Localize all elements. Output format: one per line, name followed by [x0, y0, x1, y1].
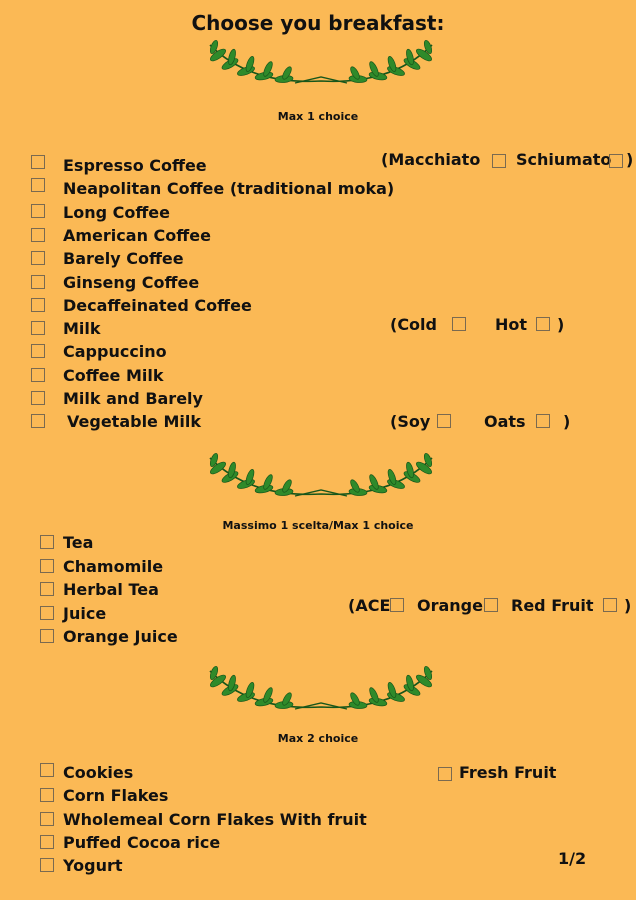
- item-label: Neapolitan Coffee (traditional moka): [63, 179, 395, 199]
- item-checkbox[interactable]: [31, 414, 45, 428]
- espresso-option-schiumato-label: Schiumato: [516, 150, 612, 169]
- food-section-note: Max 2 choice: [277, 732, 359, 745]
- item-checkbox[interactable]: [31, 321, 45, 335]
- coffee-section-note: Max 1 choice: [277, 110, 359, 123]
- page-number: 1/2: [558, 849, 587, 868]
- milk-option-hot-checkbox[interactable]: [536, 317, 550, 331]
- item-checkbox[interactable]: [31, 391, 45, 405]
- juice-option-orange-label: Orange: [417, 596, 483, 615]
- item-label: Yogurt: [63, 856, 123, 876]
- item-label: Espresso Coffee: [63, 156, 207, 175]
- juice-option-red-fruit-label: Red Fruit: [511, 596, 594, 615]
- item-checkbox[interactable]: [40, 559, 54, 573]
- item-checkbox[interactable]: [40, 812, 54, 826]
- item-label: Barely Coffee: [63, 249, 184, 269]
- item-checkbox[interactable]: [31, 204, 45, 218]
- item-label: Tea: [63, 533, 94, 552]
- item-checkbox[interactable]: [31, 275, 45, 289]
- fresh-fruit-label: Fresh Fruit: [459, 763, 557, 782]
- espresso-option-close: ): [626, 150, 634, 169]
- milk-option-close: ): [557, 315, 565, 334]
- item-label: Ginseng Coffee: [63, 272, 200, 292]
- item-checkbox[interactable]: [31, 155, 45, 169]
- item-label: Coffee Milk: [63, 365, 164, 385]
- item-checkbox[interactable]: [31, 298, 45, 312]
- item-label: Milk: [63, 319, 101, 339]
- vegetable-option-oats-label: Oats: [484, 412, 526, 431]
- item-checkbox[interactable]: [31, 251, 45, 265]
- laurel-divider-icon: [190, 37, 452, 87]
- item-checkbox[interactable]: [40, 788, 54, 802]
- milk-option-hot-label: Hot: [495, 315, 528, 334]
- item-label: American Coffee: [63, 225, 211, 245]
- laurel-divider-icon: [190, 663, 452, 713]
- item-checkbox[interactable]: [31, 228, 45, 242]
- juice-option-ace-label: (ACE: [348, 596, 391, 615]
- item-label: Decaffeinated Coffee: [63, 295, 252, 315]
- item-label: Herbal Tea: [63, 580, 159, 599]
- milk-option-cold-checkbox[interactable]: [452, 317, 466, 331]
- item-checkbox[interactable]: [31, 368, 45, 382]
- item-checkbox[interactable]: [40, 606, 54, 620]
- laurel-divider-icon: [190, 450, 452, 500]
- page-title: Choose you breakfast:: [191, 11, 445, 35]
- vegetable-option-close: ): [563, 412, 571, 431]
- item-checkbox[interactable]: [40, 835, 54, 849]
- juice-option-orange-checkbox[interactable]: [484, 598, 498, 612]
- item-label: Wholemeal Corn Flakes With fruit: [63, 809, 367, 829]
- item-checkbox[interactable]: [40, 858, 54, 872]
- espresso-option-macchiato-checkbox[interactable]: [492, 154, 506, 168]
- fresh-fruit-checkbox[interactable]: [438, 767, 452, 781]
- espresso-option-macchiato-label: (Macchiato: [381, 150, 481, 169]
- milk-option-cold-label: (Cold: [390, 315, 437, 334]
- espresso-option-schiumato-checkbox[interactable]: [609, 154, 623, 168]
- tea-section-note: Massimo 1 scelta/Max 1 choice: [222, 519, 414, 532]
- juice-option-close: ): [624, 596, 632, 615]
- item-checkbox[interactable]: [40, 582, 54, 596]
- item-label: Puffed Cocoa rice: [63, 832, 221, 852]
- vegetable-option-oats-checkbox[interactable]: [536, 414, 550, 428]
- item-label: Cookies: [63, 763, 134, 782]
- item-label: Orange Juice: [63, 627, 178, 646]
- item-label: Milk and Barely: [63, 389, 203, 408]
- item-label: Chamomile: [63, 556, 164, 576]
- item-label: Corn Flakes: [63, 786, 169, 806]
- item-checkbox[interactable]: [40, 763, 54, 777]
- item-checkbox[interactable]: [31, 178, 45, 192]
- item-checkbox[interactable]: [31, 344, 45, 358]
- item-label: Vegetable Milk: [67, 412, 201, 432]
- item-label: Juice: [63, 603, 107, 623]
- item-label: Long Coffee: [63, 202, 170, 222]
- item-label: Cappuccino: [63, 342, 167, 362]
- item-checkbox[interactable]: [40, 629, 54, 643]
- vegetable-option-soy-checkbox[interactable]: [437, 414, 451, 428]
- juice-option-ace-checkbox[interactable]: [390, 598, 404, 612]
- item-checkbox[interactable]: [40, 535, 54, 549]
- vegetable-option-soy-label: (Soy: [390, 412, 431, 431]
- juice-option-red-fruit-checkbox[interactable]: [603, 598, 617, 612]
